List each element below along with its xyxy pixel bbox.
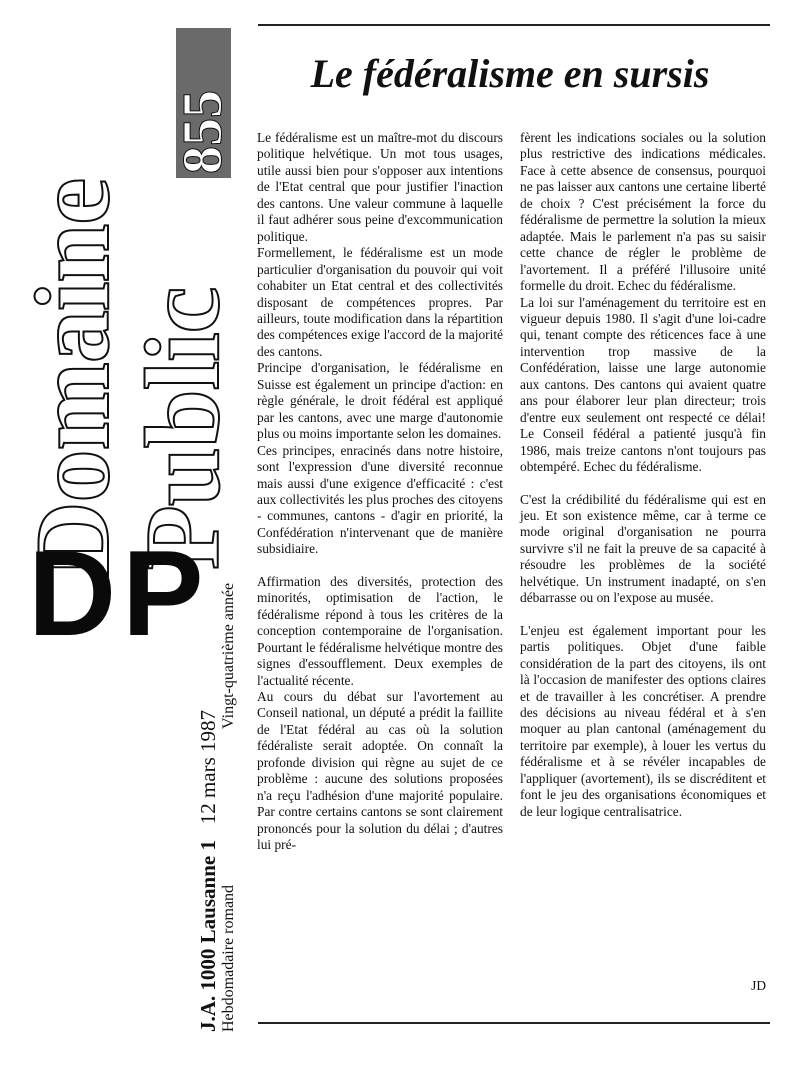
issue-number: 855	[172, 90, 234, 174]
paragraph: Ces principes, enracinés dans notre histoire, sont l'expression d'une diversité reconnue mais aussi d'une exigence d'efficacité : c'est aux collectivités les plus proches des citoyens - communes, cantons - d'agir en priorité, la Confédération n'intervenant que de manière subsidiaire.	[257, 442, 503, 557]
top-rule	[258, 24, 770, 26]
dp-logo: DP	[28, 525, 210, 661]
subtitle-row	[218, 583, 240, 1032]
author-signature: JD	[751, 978, 766, 993]
paragraph: Au cours du débat sur l'avortement au Conseil national, un député a prédit la faillite de l'Etat fédéral au cas où la solution fédéraliste serait adoptée. On connaît la profonde division qui règne au sujet de ce problème : aucune des solutions proposées n'a reçu l'adhésion d'une majorité populaire. Par contre certains cantons se sont clairement prononcés pour la solution du délai ; d'autres lui pré-	[257, 688, 503, 853]
paragraph: Affirmation des diversités, protection des minorités, optimisation de l'action, le fédéralisme répond à tous les critères de la conception contemporaine de l'organisation. Pourtant le fédéralisme helvétique montre des signes d'essoufflement. Deux exemples de l'actualité récente.	[257, 573, 503, 688]
publication-subtitle: Hebdomadaire romand	[220, 884, 237, 1032]
paragraph: C'est la crédibilité du fédéralisme qui est en jeu. Et son existence même, car à terme ce mode original d'organisation ne pourra survivre s'il ne fait la preuve de sa capacité à résoudre les problèmes de la société helvétique. Un instrument inadapté, on s'en débarrasse ou on l'expose au musée.	[520, 491, 766, 606]
article-column-right	[520, 130, 766, 820]
paragraph: Le fédéralisme est un maître-mot du discours politique helvétique. Un mot tous usages, utile aussi bien pour s'opposer aux intentions de l'Etat central que pour justifier l'inaction des cantons. Une valeur commune à laquelle il faut adhérer sous peine d'excommunication politique.	[257, 130, 503, 244]
paragraph: L'enjeu est également important pour les partis politiques. Objet d'une faible considération de la part des citoyens, ils ont là l'occasion de manifester des options claires et de travailler à les concrétiser. A prendre des décisions au niveau fédéral et à s'en moquer au plan cantonal (aménagement du territoire par exemple), à louer les vertus du fédéralisme et à se révéler incapables de l'appliquer (avortement), ils se discréditent et font le jeu des organisations économiques et de leur logique centralisatrice.	[520, 622, 766, 819]
masthead-domaine: Domaine	[14, 178, 131, 578]
paragraph: Principe d'organisation, le fédéralisme en Suisse est également un principe d'action: en règle générale, le droit fédéral est appliqué par les cantons, avec une marge d'autonomie plus ou moins importante selon les domaines.	[257, 360, 503, 442]
dateline-row	[196, 710, 220, 1032]
masthead-public: Public	[124, 287, 241, 570]
dateline: J.A. 1000 Lausanne 1	[196, 840, 220, 1032]
issue-date: 12 mars 1987	[196, 709, 220, 825]
paragraph: Formellement, le fédéralisme est un mode particulier d'organisation du pouvoir qui voit cohabiter un Etat central et des collectivités disposant de compétences propres. Par ailleurs, toute modification dans la répartition des compétences exige l'accord de la majorité des cantons.	[257, 245, 503, 359]
paragraph: La loi sur l'aménagement du territoire est en vigueur depuis 1980. Il s'agit d'une loi-cadre qui, tenant compte des réticences face à une intervention trop massive de la Confédération, laisse une large autonomie aux cantons. Des cantons qui avaient quatre ans pour élaborer leur plan directeur; trois d'entre eux seulement ont respecté ce délai! Le Conseil fédéral a patienté jusqu'à fin 1986, mais treize cantons n'ont toujours pas obtempéré. Echec du fédéralisme.	[520, 294, 766, 475]
year-note: Vingt-quatrième année	[220, 582, 237, 729]
article-column-left	[257, 130, 503, 853]
article-title: Le fédéralisme en sursis	[310, 51, 710, 96]
paragraph: fèrent les indications sociales ou la solution plus restrictive des indications médicales. Face à cette absence de consensus, pourquoi ne pas laisser aux cantons une certaine liberté de choix ? C'est précisément la force du fédéralisme de permettre la solution la mieux adaptée. Mais le parlement n'a pas su saisir cette chance de régler le problème de l'avortement. Il a préféré l'illusoire unité formelle du droit. Echec du fédéralisme.	[520, 130, 766, 294]
issue-number-badge	[172, 28, 234, 178]
bottom-rule	[258, 1022, 770, 1024]
